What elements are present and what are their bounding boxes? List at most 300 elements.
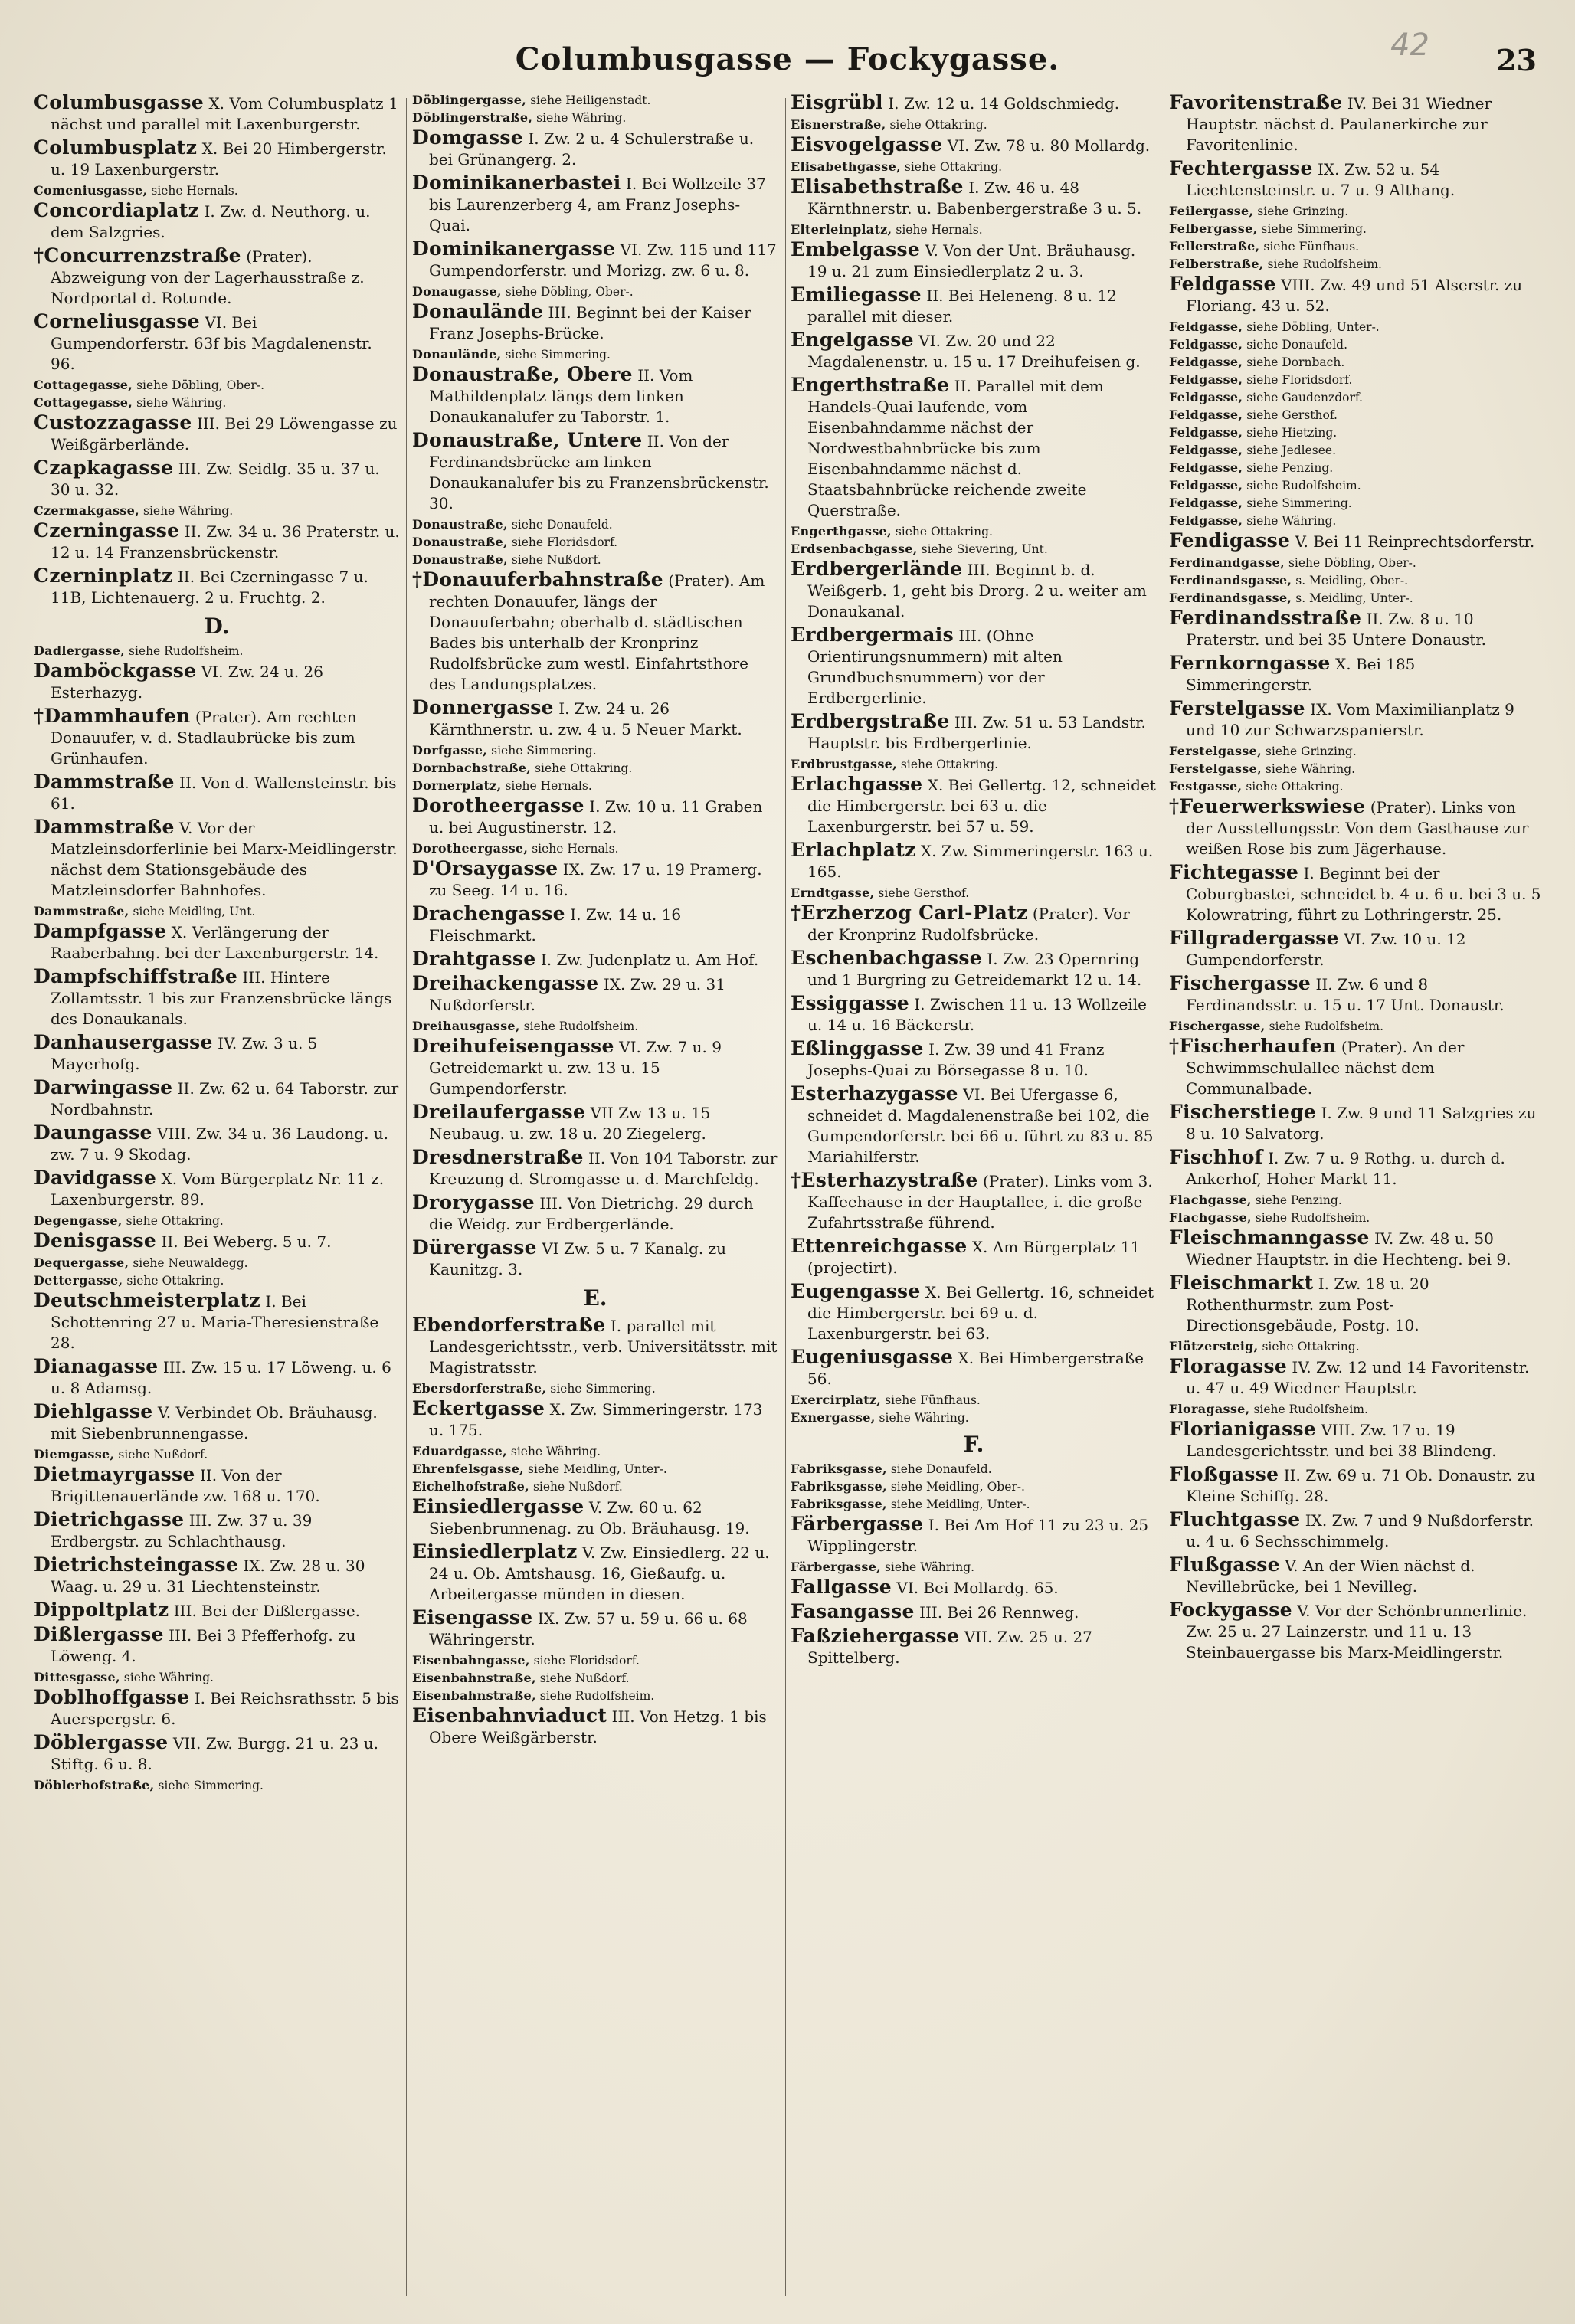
street-entry [791,1625,1157,1668]
street-entry [1169,1464,1544,1507]
cross-reference-entry [412,346,778,363]
street-description: siehe Fünfhaus. [1263,240,1360,254]
street-name: Fischergasse [1169,972,1311,994]
cross-reference-entry [34,1777,400,1794]
cross-reference-entry [1169,555,1544,571]
street-entry [1169,92,1544,155]
street-description: I. Bei Am Hof 11 zu 23 u. 25 Wipplingerstr. [807,1516,1149,1555]
street-entry [1169,796,1544,859]
street-description: siehe Meidling, Unter-. [890,1498,1030,1511]
street-name: Columbusgasse [34,92,205,113]
street-entry [791,558,1157,622]
street-description: I. Zw. 14 u. 16 Fleischmarkt. [429,905,682,944]
street-description: siehe Döbling, Ober-. [1288,556,1416,570]
cross-reference-entry [791,1496,1157,1513]
page-title: Columbusgasse — Fockygasse. [515,41,1060,77]
street-description: siehe Nußdorf. [532,1480,623,1494]
street-description: siehe Ottakring. [904,160,1003,174]
street-entry [1169,862,1544,925]
street-name: Concordiaplatz [34,199,200,221]
street-entry [791,1038,1157,1081]
street-description: II. Zw. 62 u. 64 Taborstr. zur Nordbahnstr. [51,1079,399,1118]
street-entry [791,948,1157,990]
street-description: III. Beginnt b. d. Weißgerb. 1, geht bis Drorg. 2 u. weiter am Donaukanal. [807,561,1147,620]
street-entry [34,1230,400,1252]
street-description: siehe Döbling, Unter-. [1246,320,1380,334]
street-entry [1169,1227,1544,1270]
street-description: siehe Meidling, Unter-. [527,1462,667,1476]
street-entry [412,238,778,281]
street-name: Feldgasse, [1169,408,1243,422]
street-description: siehe Donaufeld. [890,1462,992,1476]
street-name: Dreihausgasse, [412,1019,520,1033]
street-entry [412,1541,778,1605]
street-description: siehe Gersthof. [878,886,970,900]
street-description: siehe Währing. [1246,514,1337,528]
street-entry [791,1281,1157,1344]
street-description: siehe Rudolfsheim. [1253,1403,1368,1416]
street-entry [412,858,778,901]
street-description: siehe Nußdorf. [539,1671,630,1685]
street-description: III. (Ohne Orientirungsnummern) mit alten Grundbuchsnummern) vor der Erdbergerlinie. [807,627,1063,707]
street-description: s. Meidling, Ober-. [1295,574,1409,588]
street-description: VI. Zw. 20 und 22 Magdalenenstr. u. 15 u. 17 Dreihufeisen g. [807,332,1141,371]
street-description: siehe Neuwaldegg. [133,1256,248,1270]
street-description: siehe Ottakring. [900,758,999,771]
street-name: Flachgasse, [1169,1193,1252,1207]
street-description: III. Bei der Dißlergasse. [173,1602,361,1620]
cross-reference-entry [412,1443,778,1460]
cross-reference-entry [412,283,778,300]
street-name: Ettenreichgasse [791,1235,968,1257]
street-description: siehe Döbling, Ober-. [505,285,634,299]
street-entry [412,1036,778,1099]
cross-reference-entry [412,516,778,533]
street-description: X. Zw. Simmeringerstr. 163 u. 165. [807,842,1154,881]
street-entry [1169,273,1544,316]
street-entry [34,771,400,814]
street-description: II. Bei Czerningasse 7 u. 11B, Lichtenauerg. 2 u. Fruchtg. 2. [51,568,368,607]
street-description: siehe Rudolfsheim. [523,1020,639,1033]
street-entry [412,301,778,344]
street-entry [34,921,400,964]
street-name: Eisgrübl [791,92,883,113]
cross-reference-entry [1169,460,1544,476]
street-name: Fischerstiege [1169,1101,1317,1123]
street-description: I. Zw. 9 und 11 Salzgries zu 8 u. 10 Salvatorg. [1186,1104,1537,1143]
street-entry [34,565,400,608]
street-name: Exercirplatz, [791,1393,882,1407]
street-description: X. Vom Columbusplatz 1 nächst und parallel mit Laxenburgerstr. [51,94,398,133]
street-entry [791,375,1157,521]
street-description: III. Zw. 37 u. 39 Erdbergstr. zu Schlachthausg. [51,1511,313,1550]
street-entry [34,1167,400,1210]
street-description: siehe Gersthof. [1246,408,1338,422]
street-description: I. Beginnt bei der Coburgbastei, schneidet b. 4 u. 6 u. bei 3 u. 5 Kolowratring, führt zu Lothringerstr. 25. [1186,864,1541,924]
street-name: Feldgasse, [1169,478,1243,493]
street-name: Dippoltplatz [34,1599,169,1621]
street-description: II. Zw. 8 u. 10 Praterstr. und bei 35 Untere Donaustr. [1186,610,1487,649]
street-name: †Esterhazystraße [791,1169,978,1191]
cross-reference-entry [412,742,778,759]
street-entry [34,520,400,563]
street-description: III. Zw. Seidlg. 35 u. 37 u. 30 u. 32. [51,460,380,499]
street-name: Esterhazygasse [791,1082,958,1105]
street-name: Ferstelgasse, [1169,744,1262,758]
street-entry [412,1237,778,1280]
street-description: I. Zw. Judenplatz u. Am Hof. [540,951,759,969]
street-name: Ebendorferstraße [412,1314,606,1336]
cross-reference-entry [1169,1018,1544,1035]
street-description: IV. Bei 31 Wiedner Hauptstr. nächst d. Paulanerkirche zur Favoritenlinie. [1186,94,1492,154]
cross-reference-entry [1169,238,1544,255]
street-description: II. Zw. 6 und 8 Ferdinandsstr. u. 15 u. 17 Unt. Donaustr. [1186,975,1505,1014]
street-entry [1169,1554,1544,1597]
street-description: IX. Vom Maximilianplatz 9 und 10 zur Schwarzspanierstr. [1186,700,1514,739]
street-name: Dreihufeisengasse [412,1035,614,1057]
cross-reference-entry [34,377,400,394]
street-name: Faßziehergasse [791,1625,960,1647]
cross-reference-entry [412,92,778,109]
street-description: VII. Zw. 25 u. 27 Spittelberg. [807,1628,1092,1667]
street-description: siehe Rudolfsheim. [1269,1020,1384,1033]
street-name: Festgasse, [1169,779,1243,794]
street-description: II. Zw. 69 u. 71 Ob. Donaustr. zu Kleine Schiffg. 28. [1186,1466,1536,1505]
street-description: I. Bei Reichsrathsstr. 5 bis Auerspergstr. 6. [51,1689,399,1728]
street-description: II. Von der Ferdinandsbrücke am linken Donaukanalufer bis zu Franzensbrückenstr. 30. [429,432,769,512]
street-entry [1169,607,1544,650]
street-description: V. Zw. Einsiedlerg. 22 u. 24 u. Ob. Amtshausg. 16, Gießaufg. u. Arbeitergasse münden in diesen. [429,1543,770,1603]
street-name: Eckertgasse [412,1397,545,1419]
street-description: X. Bei 20 Himbergerstr. u. 19 Laxenburgerstr. [51,139,387,178]
section-letter: F. [963,1432,984,1457]
cross-reference-entry [1169,512,1544,529]
street-name: Domgasse [412,126,523,149]
street-name: †Fischerhaufen [1169,1035,1337,1057]
street-name: Danhausergasse [34,1031,213,1053]
street-entry [1169,928,1544,971]
street-entry [34,412,400,455]
street-name: Feldgasse, [1169,443,1243,457]
cross-reference-entry [791,885,1157,902]
street-name: Deutschmeisterplatz [34,1289,260,1311]
street-entry [412,697,778,740]
cross-reference-entry [412,552,778,568]
cross-reference-entry [791,541,1157,558]
street-name: †Feuerwerkswiese [1169,795,1366,817]
street-description: siehe Hietzing. [1246,426,1338,440]
street-name: Donaulände, [412,347,502,362]
street-description: siehe Währing. [123,1671,214,1684]
street-entry [1169,158,1544,201]
street-description: I. Zwischen 11 u. 13 Wollzeile u. 14 u. 16 Bäckerstr. [807,995,1147,1034]
street-description: siehe Floridsdorf. [511,535,618,549]
street-description: I. parallel mit Landesgerichtsstr., verb. Universitätsstr. mit Magistratsstr. [429,1317,778,1376]
street-index [34,92,1544,2306]
cross-reference-entry [791,756,1157,773]
street-entry [791,840,1157,882]
street-name: Erdsenbachgasse, [791,542,918,556]
cross-reference-entry [412,760,778,777]
street-name: Eugengasse [791,1280,921,1302]
street-name: Engerthstraße [791,374,950,396]
street-name: †Donauuferbahnstraße [412,568,663,591]
street-name: Elisabethgasse, [791,159,901,174]
street-description: IX. Zw. 29 u. 31 Nußdorferstr. [429,975,725,1014]
street-description: siehe Hernals. [505,779,592,793]
street-description: IX. Zw. 57 u. 59 u. 66 u. 68 Währingerstr. [429,1609,748,1648]
cross-reference-entry [1169,407,1544,424]
street-description: X. Bei Himbergerstraße 56. [807,1349,1144,1388]
street-name: Döblerhofstraße, [34,1778,155,1792]
street-name: Fernkorngasse [1169,652,1331,674]
street-description: (Prater). Links vom 3. Kaffeehause in der Hauptallee, i. die große Zufahrtsstraße führend. [807,1172,1153,1232]
street-description: V. Zw. 60 u. 62 Siebenbrunnenag. zu Ob. Bräuhausg. 19. [429,1498,750,1537]
street-name: Favoritenstraße [1169,92,1343,113]
street-entry [34,311,400,375]
street-name: Daungasse [34,1121,152,1144]
street-name: Dornerplatz, [412,778,502,793]
street-name: Färbergasse [791,1513,924,1535]
street-entry [412,1607,778,1650]
street-name: Erlachplatz [791,839,916,861]
cross-reference-entry [412,1461,778,1478]
street-description: (Prater). Am rechten Donauufer, längs der Donauuferbahn; oberhalb d. städtischen Bades bis unterhalb der Kronprinz Rudolfsbrücke zum westl. Einfahrtsthore des Landungsplatzes. [429,571,765,693]
street-name: Eisengasse [412,1606,533,1628]
street-name: Fischergasse, [1169,1019,1266,1033]
street-entry [34,705,400,769]
street-description: I. Bei Wollzeile 37 bis Laurenzerberg 4, am Franz Josephs-Quai. [429,175,766,234]
street-description: III. Von Dietrichg. 29 durch die Weidg. zur Erdbergerlände. [429,1194,754,1233]
street-name: Corneliusgasse [34,310,201,332]
street-name: Davidgasse [34,1167,157,1189]
street-entry [1169,1147,1544,1190]
cross-reference-entry [34,502,400,519]
cross-reference-entry [34,1669,400,1686]
street-name: Eisenbahngasse, [412,1653,530,1668]
street-entry [1169,1356,1544,1399]
street-name: Eugeniusgasse [791,1346,954,1368]
street-entry [34,200,400,243]
street-name: Ferstelgasse, [1169,761,1262,776]
street-entry [34,1624,400,1667]
section-letter: E. [583,1285,607,1311]
street-description: siehe Währing. [879,1411,969,1425]
street-description: siehe Ottakring. [1262,1340,1360,1353]
section-letter: D. [204,614,230,639]
cross-reference-entry [412,1478,778,1495]
street-name: Erdbergstraße [791,710,950,732]
street-description: siehe Rudolfsheim. [1267,257,1382,271]
street-description: siehe Hernals. [896,223,983,237]
street-name: Eichelhofstraße, [412,1479,529,1494]
street-entry [34,1356,400,1399]
street-description: siehe Dornbach. [1246,355,1345,369]
street-entry [412,1147,778,1190]
cross-reference-entry [34,1446,400,1463]
cross-reference-entry [1169,572,1544,589]
street-description: siehe Fünfhaus. [885,1393,981,1407]
street-entry [791,92,1157,114]
street-description: V. Von der Unt. Bräuhausg. 19 u. 21 zum Einsiedlerplatz 2 u. 3. [807,241,1136,280]
street-description: III. Bei 26 Rennweg. [919,1603,1079,1622]
street-name: Dorotheergasse [412,794,584,817]
street-name: Comeniusgasse, [34,183,148,198]
street-name: Dißlergasse [34,1623,164,1645]
street-entry [34,137,400,180]
street-entry [34,660,400,703]
cross-reference-entry [1169,1338,1544,1355]
street-name: Feldgasse, [1169,496,1243,510]
cross-reference-entry [1169,442,1544,459]
street-description: X. Vom Bürgerplatz Nr. 11 z. Laxenburgerstr. 89. [51,1170,385,1209]
street-name: Fellerstraße, [1169,239,1260,254]
street-name: Ferdinandsstraße [1169,607,1362,629]
street-name: Fleischmanngasse [1169,1226,1370,1249]
street-entry [34,1554,400,1597]
street-description: II. Von 104 Taborstr. zur Kreuzung d. Stromgasse u. d. Marchfeldg. [429,1149,778,1188]
street-description: I. Zw. 24 u. 26 Kärnthnerstr. u. zw. 4 u. 5 Neuer Markt. [429,699,742,738]
street-entry [791,1083,1157,1167]
street-name: Feilergasse, [1169,204,1254,218]
street-description: siehe Grinzing. [1265,745,1357,758]
cross-reference-entry [412,110,778,126]
street-name: Erdbrustgasse, [791,757,897,771]
street-name: Flachgasse, [1169,1210,1252,1225]
street-name: Columbusplatz [34,136,198,159]
street-entry [1169,973,1544,1016]
street-entry [791,1601,1157,1623]
street-description: (Prater). Links von der Ausstellungsstr. Von dem Gasthause zur weißen Rose bis zum Jägerhause. [1186,798,1529,858]
cross-reference-entry [34,903,400,920]
street-description: VII. Zw. Burgg. 21 u. 23 u. Stiftg. 6 u. 8. [51,1734,379,1773]
street-name: Eisenbahnstraße, [412,1671,536,1685]
street-name: Dettergasse, [34,1273,123,1288]
street-name: Ferdinandsgasse, [1169,591,1292,605]
street-description: siehe Nußdorf. [511,553,601,567]
street-name: Dampfgasse [34,920,167,942]
street-name: †Dammhaufen [34,705,191,727]
street-name: Dittesgasse, [34,1670,120,1684]
street-description: I. Zw. 39 und 41 Franz Josephs-Quai zu Börsegasse 8 u. 10. [807,1040,1105,1079]
street-name: Fillgradergasse [1169,927,1339,949]
street-name: Dequergasse, [34,1255,129,1270]
street-name: Döblingergasse, [412,93,527,107]
street-entry [34,1687,400,1730]
street-description: VII Zw 13 u. 15 Neubaug. u. zw. 18 u. 20 Ziegelerg. [429,1104,711,1143]
street-name: Ferstelgasse [1169,697,1305,719]
street-name: Doblhoffgasse [34,1686,190,1708]
street-entry [34,1122,400,1165]
street-name: Feldgasse, [1169,460,1243,475]
street-entry [34,92,400,135]
street-entry [791,329,1157,372]
street-name: Florianigasse [1169,1418,1317,1440]
street-name: Dorfgasse, [412,743,488,758]
street-name: Dresdnerstraße [412,1146,584,1168]
street-name: Feldgasse [1169,273,1276,295]
street-name: Eduardgasse, [412,1444,507,1458]
street-entry [791,1170,1157,1233]
street-entry [791,239,1157,282]
street-entry [412,1314,778,1378]
cross-reference-entry [34,1213,400,1229]
street-description: siehe Hernals. [532,842,619,856]
street-description: II. Von d. Wallensteinstr. bis 61. [51,774,397,813]
street-name: Feldgasse, [1169,390,1243,404]
street-description: I. Zw. 23 Opernring und 1 Burgring zu Getreidemarkt 12 u. 14. [807,950,1142,989]
street-entry [1169,1272,1544,1336]
street-name: Fabriksgasse, [791,1479,887,1494]
street-name: D'Orsaygasse [412,857,558,879]
cross-reference-entry [34,1272,400,1289]
street-description: III. Bei 29 Löwengasse zu Weißgärberlände. [51,414,398,453]
street-description: (Prater). Abzweigung von der Lagerhausstraße z. Nordportal d. Rotunde. [51,247,365,307]
street-description: X. Bei 185 Simmeringerstr. [1186,655,1416,694]
street-description: siehe Rudolfsheim. [128,644,244,658]
street-description: siehe Simmering. [1246,496,1352,510]
column-4 [1169,92,1544,2306]
cross-reference-entry [1169,336,1544,353]
street-description: VI. Zw. 115 und 117 Gumpendorferstr. und Morizg. zw. 6 u. 8. [429,241,777,280]
street-description: siehe Floridsdorf. [533,1654,640,1668]
street-description: VI. Zw. 7 u. 9 Getreidemarkt u. zw. 13 u. 15 Gumpendorferstr. [429,1038,722,1098]
street-entry [34,1509,400,1552]
street-name: Essiggasse [791,992,909,1014]
street-name: Donaulände [412,300,544,322]
street-entry [1169,698,1544,741]
street-description: siehe Rudolfsheim. [539,1689,655,1703]
street-name: Embelgasse [791,238,921,260]
street-entry [34,457,400,500]
street-description: II. Parallel mit dem Handels-Quai laufende, vom Eisenbahndamme nächst der Nordwestbahnbrücke bis zum Eisenbahndamme nächst d. Staatsbahnbrücke reichende zweite Querstraße. [807,377,1104,519]
cross-reference-entry [412,1670,778,1687]
street-entry [791,1347,1157,1389]
street-name: Denisgasse [34,1229,157,1252]
street-name: Diemgasse, [34,1447,115,1462]
cross-reference-entry [1169,1401,1544,1418]
cross-reference-entry [1169,372,1544,388]
street-name: Czermakgasse, [34,503,140,518]
street-description: VI. Bei Ufergasse 6, schneidet d. Magdalenenstraße bei 102, die Gumpendorferstr. bei 66 u. führt zu 83 u. 85 Mariahilferstr. [807,1085,1154,1166]
cross-reference-entry [1169,495,1544,512]
street-description: siehe Meidling, Unt. [133,905,256,918]
street-description: X. Verlängerung der Raaberbahng. bei der Laxenburgerstr. 14. [51,923,379,962]
street-name: Einsiedlerplatz [412,1540,578,1563]
street-description: IV. Zw. 3 u. 5 Mayerhofg. [51,1034,318,1073]
street-name: Dammstraße, [34,904,129,918]
street-description: X. Am Bürgerplatz 11 (projectirt). [807,1238,1141,1277]
street-name: Donnergasse [412,696,554,718]
street-name: Engerthgasse, [791,524,892,538]
street-description: siehe Donaufeld. [1246,338,1348,352]
street-name: Fluchtgasse [1169,1508,1301,1530]
street-description: VI. Zw. 78 u. 80 Mollardg. [947,136,1151,155]
street-description: IX. Zw. 28 u. 30 Waag. u. 29 u. 31 Liechtensteinstr. [51,1556,365,1596]
street-entry [791,902,1157,945]
street-name: Donaustraße, [412,517,508,532]
street-entry [791,1514,1157,1556]
street-name: Fabriksgasse, [791,1462,887,1476]
street-entry [412,1705,778,1748]
street-name: Damböckgasse [34,660,197,682]
street-description: VIII. Zw. 17 u. 19 Landesgerichtsstr. und bei 38 Blindeng. [1186,1421,1497,1460]
street-name: Elisabethstraße [791,175,964,198]
street-name: Floragasse [1169,1355,1288,1377]
street-name: Drahtgasse [412,948,536,970]
street-name: Dominikanergasse [412,237,616,260]
street-entry [34,245,400,309]
